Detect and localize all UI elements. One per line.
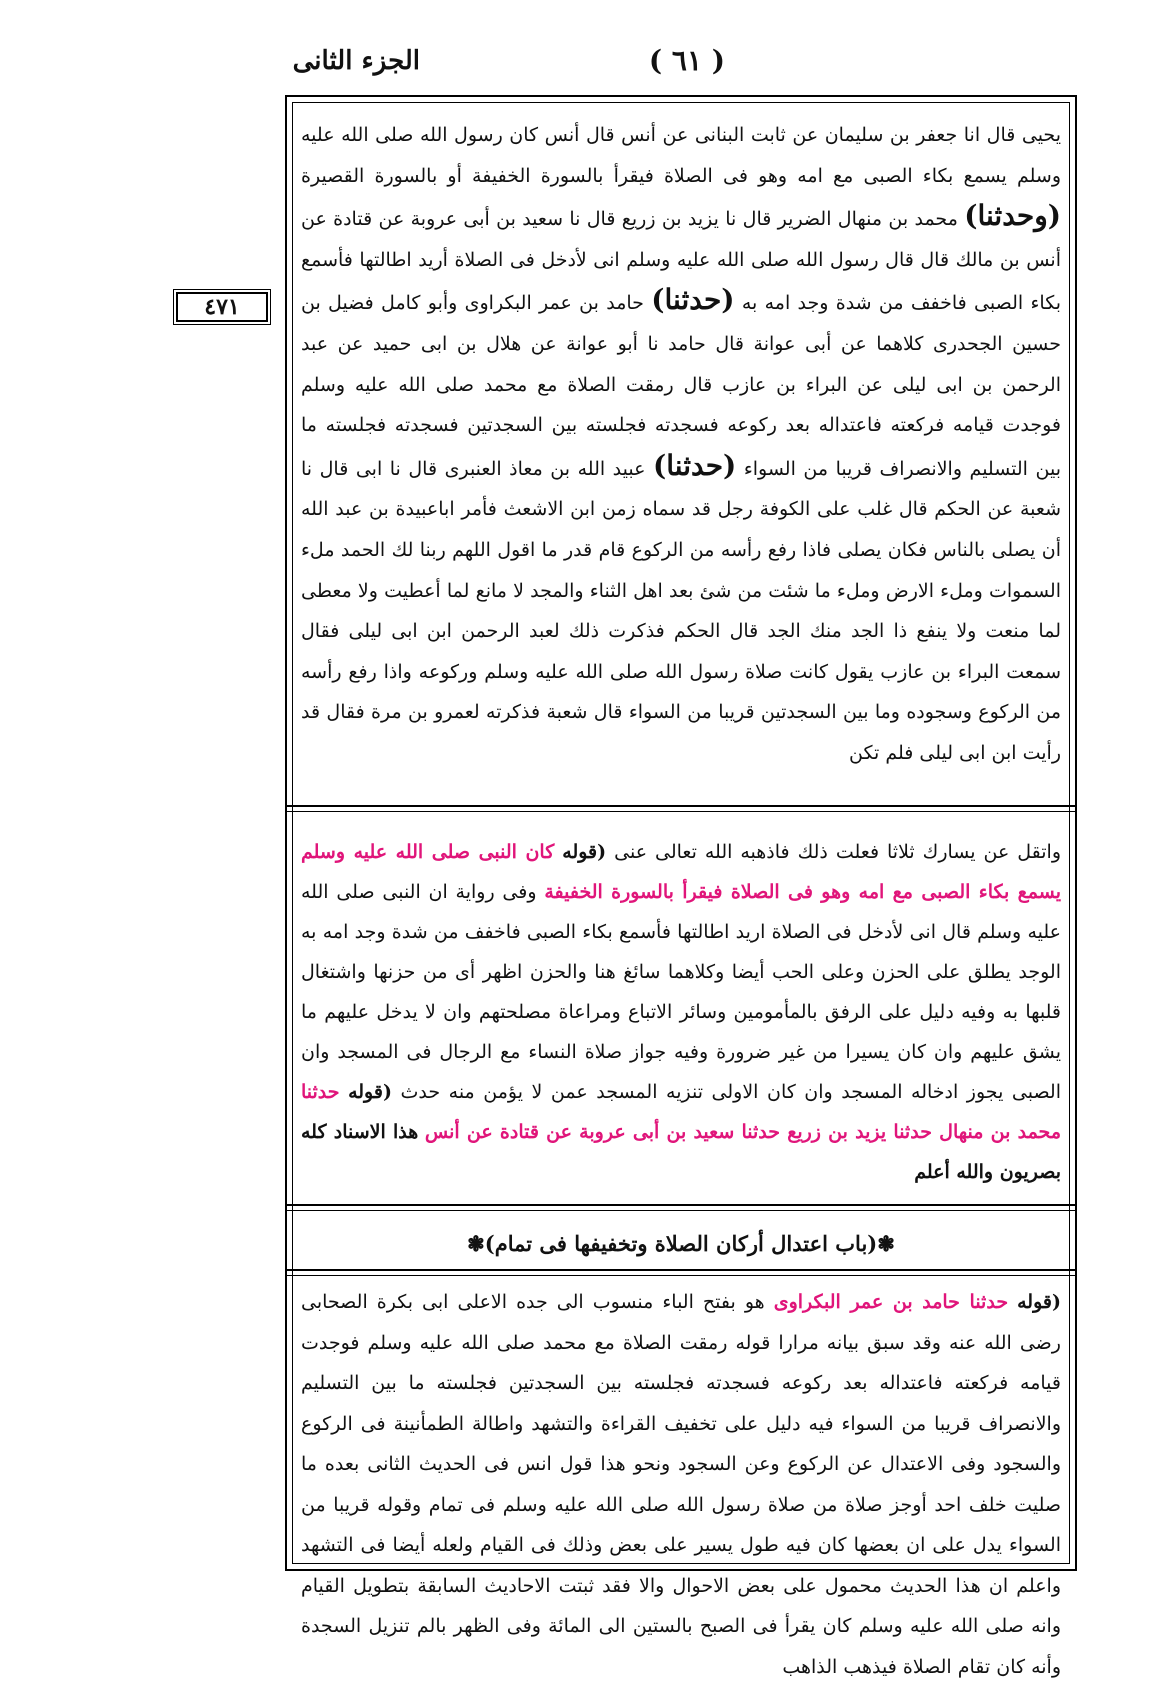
highlighted-quote: حدثنا حامد بن عمر البكراوى	[773, 1291, 1009, 1313]
chapter-title: (باب اعتدال أركان الصلاة وتخفيفها فى تمام)	[484, 1230, 878, 1256]
haddathana-marker: (حدثنا)	[653, 448, 737, 482]
qawluhu-marker: (قوله	[348, 1081, 392, 1103]
qawluhu-marker: (قوله	[1017, 1291, 1061, 1313]
commentary-paragraph	[301, 1282, 1061, 1687]
text-run: محمد بن منهال الضرير قال نا يزيد بن زريع قال نا سعيد بن أبى عروبة عن قتادة عن أنس بن مالك قال قال رسول الله صلى الله عليه وسلم انى لأدخل فى الصلاة أريد اطالتها فأسمع بكاء الصبى فاخفف من شدة وجد امه به	[301, 208, 1061, 315]
commentary-paragraph	[301, 832, 1061, 1192]
haddathana-marker: (حدثنا)	[651, 283, 735, 317]
text-run: حامد بن عمر البكراوى وأبو كامل فضيل بن حسين الجحدرى كلاهما عن أبى عوانة قال حامد نا أبو عوانة عن هلال بن ابى حميد عن عبد الرحمن بن ابى ليلى عن البراء بن عازب قال رمقت الصلاة مع محمد صلى الله عليه وسلم فوجدت قيامه فركعته فاعتداله بعد ركوعه فسجدته فجلسته بين السجدتين فسجدته فجلسته ما بين التسليم والانصراف قريبا من السواء	[301, 292, 1061, 480]
commentary-section	[287, 832, 1075, 1204]
highlighted-quote: حدثنا محمد بن منهال حدثنا يزيد بن زريع حدثنا سعيد بن أبى عروبة عن قتادة عن أنس	[301, 1081, 1061, 1143]
hadith-paragraph	[301, 115, 1061, 774]
hadith-text-section	[287, 115, 1075, 817]
text-run: عبيد الله بن معاذ العنبرى قال نا ابى قال نا شعبة عن الحكم قال غلب على الكوفة رجل قد سماه زمن ابن الاشعث فأمر اباعبيدة بن عبد الله أن يصلى بالناس فكان يصلى فاذا رفع رأسه من الركوع قام قدر ما اقول اللهم ربنا لك الحمد ملء السموات وملء الارض وملء ما شئت من شئ بعد اهل الثناء والمجد لا مانع لما أعطيت ولا معطى لما منعت ولا ينفع ذا الجد منك الجد قال الحكم فذكرت ذلك لعبد الرحمن ابن ابى ليلى فقال سمعت البراء بن عازب يقول كانت صلاة رسول الله صلى الله عليه وسلم وركوعه واذا رفع رأسه من الركوع وسجوده وما بين السجدتين قريبا من السواء قال شعبة فذكرته لعمرو بن مرة فقال قد رأيت ابن ابى ليلى فلم تكن	[301, 457, 1061, 764]
page-number: ( ٦١ )	[648, 44, 725, 77]
haddathana-marker: (وحدثنا)	[964, 199, 1061, 233]
commentary-section-2	[287, 1282, 1075, 1678]
text-run: واتقل عن يسارك ثلاثا فعلت ذلك فاذهبه الله تعالى عنى	[614, 841, 1062, 863]
section-divider	[287, 1204, 1075, 1211]
ornament-icon: ❃	[467, 1230, 485, 1256]
section-divider	[287, 805, 1075, 812]
text-run: هو بفتح الباء منسوب الى جده الاعلى ابى بكرة الصحابى رضى الله عنه وقد سبق بيانه مرارا قوله رمقت الصلاة مع محمد صلى الله عليه وسلم فوجدت قيامه فركعته فاعتداله بعد ركوعه فسجدته فجلسته بين السجدتين فجلسته ما بين التسليم والانصراف قريبا من السواء فيه دليل على تخفيف القراءة والتشهد واطالة الطمأنينة فى الركوع والسجود وفى الاعتدال عن الركوع وعن السجود ونحو هذا قول انس فى الحديث الثانى بعده ما صليت خلف احد أوجز صلاة من صلاة رسول الله صلى الله عليه وسلم فى تمام وقوله قريبا من السواء يدل على ان بعضها كان فيه طول يسير على بعض وذلك فى القيام ولعله أيضا فى التشهد واعلم ان هذا الحديث محمول على بعض الاحوال والا فقد ثبتت الاحاديث السابقة بتطويل القيام وانه صلى الله عليه وسلم كان يقرأ فى الصبح بالستين الى المائة وفى الظهر بالم تنزيل السجدة وأنه كان تقام الصلاة فيذهب الذاهب	[301, 1291, 1061, 1678]
qawluhu-marker: (قوله	[562, 841, 607, 863]
chapter-heading	[287, 1217, 1075, 1269]
volume-label: الجزء الثانى	[292, 46, 420, 76]
section-divider	[287, 1269, 1075, 1276]
highlighted-quote: كان النبى صلى الله عليه وسلم يسمع بكاء الصبى مع امه وهو فى الصلاة فيقرأ بالسورة الخفيفة	[301, 841, 1061, 903]
page-header	[280, 40, 1080, 90]
page-frame	[285, 95, 1077, 1678]
text-run: هذا الاسناد كله بصريون والله أعلم	[301, 1121, 1061, 1183]
text-run: يحيى قال انا جعفر بن سليمان عن ثابت البنانى عن أنس قال أنس كان رسول الله صلى الله عليه وسلم يسمع بكاء الصبى مع امه وهو فى الصلاة فيقرأ بالسورة الخفيفة أو بالسورة القصيرة	[301, 124, 1061, 187]
text-run: وفى رواية ان النبى صلى الله عليه وسلم قال انى لأدخل فى الصلاة اريد اطالتها فأسمع بكاء الصبى فاخفف من شدة وجد امه به الوجد يطلق على الحزن وعلى الحب أيضا وكلاهما سائغ هنا والحزن اظهر أى من حزنها واشتغال قلبها به وفيه دليل على الرفق بالمأمومين وسائر الاتباع ومراعاة مصلحتهم وان لا يدخل عليهم ما يشق عليهم وان كان يسيرا من غير ضرورة وفيه جواز صلاة النساء مع الرجال فى المسجد وان الصبى يجوز ادخاله المسجد وان كان الاولى تنزيه المسجد عمن لا يؤمن منه حدث	[301, 881, 1062, 1103]
ornament-icon: ❃	[877, 1230, 895, 1256]
hadith-number-box: ٤٧١	[176, 292, 268, 322]
